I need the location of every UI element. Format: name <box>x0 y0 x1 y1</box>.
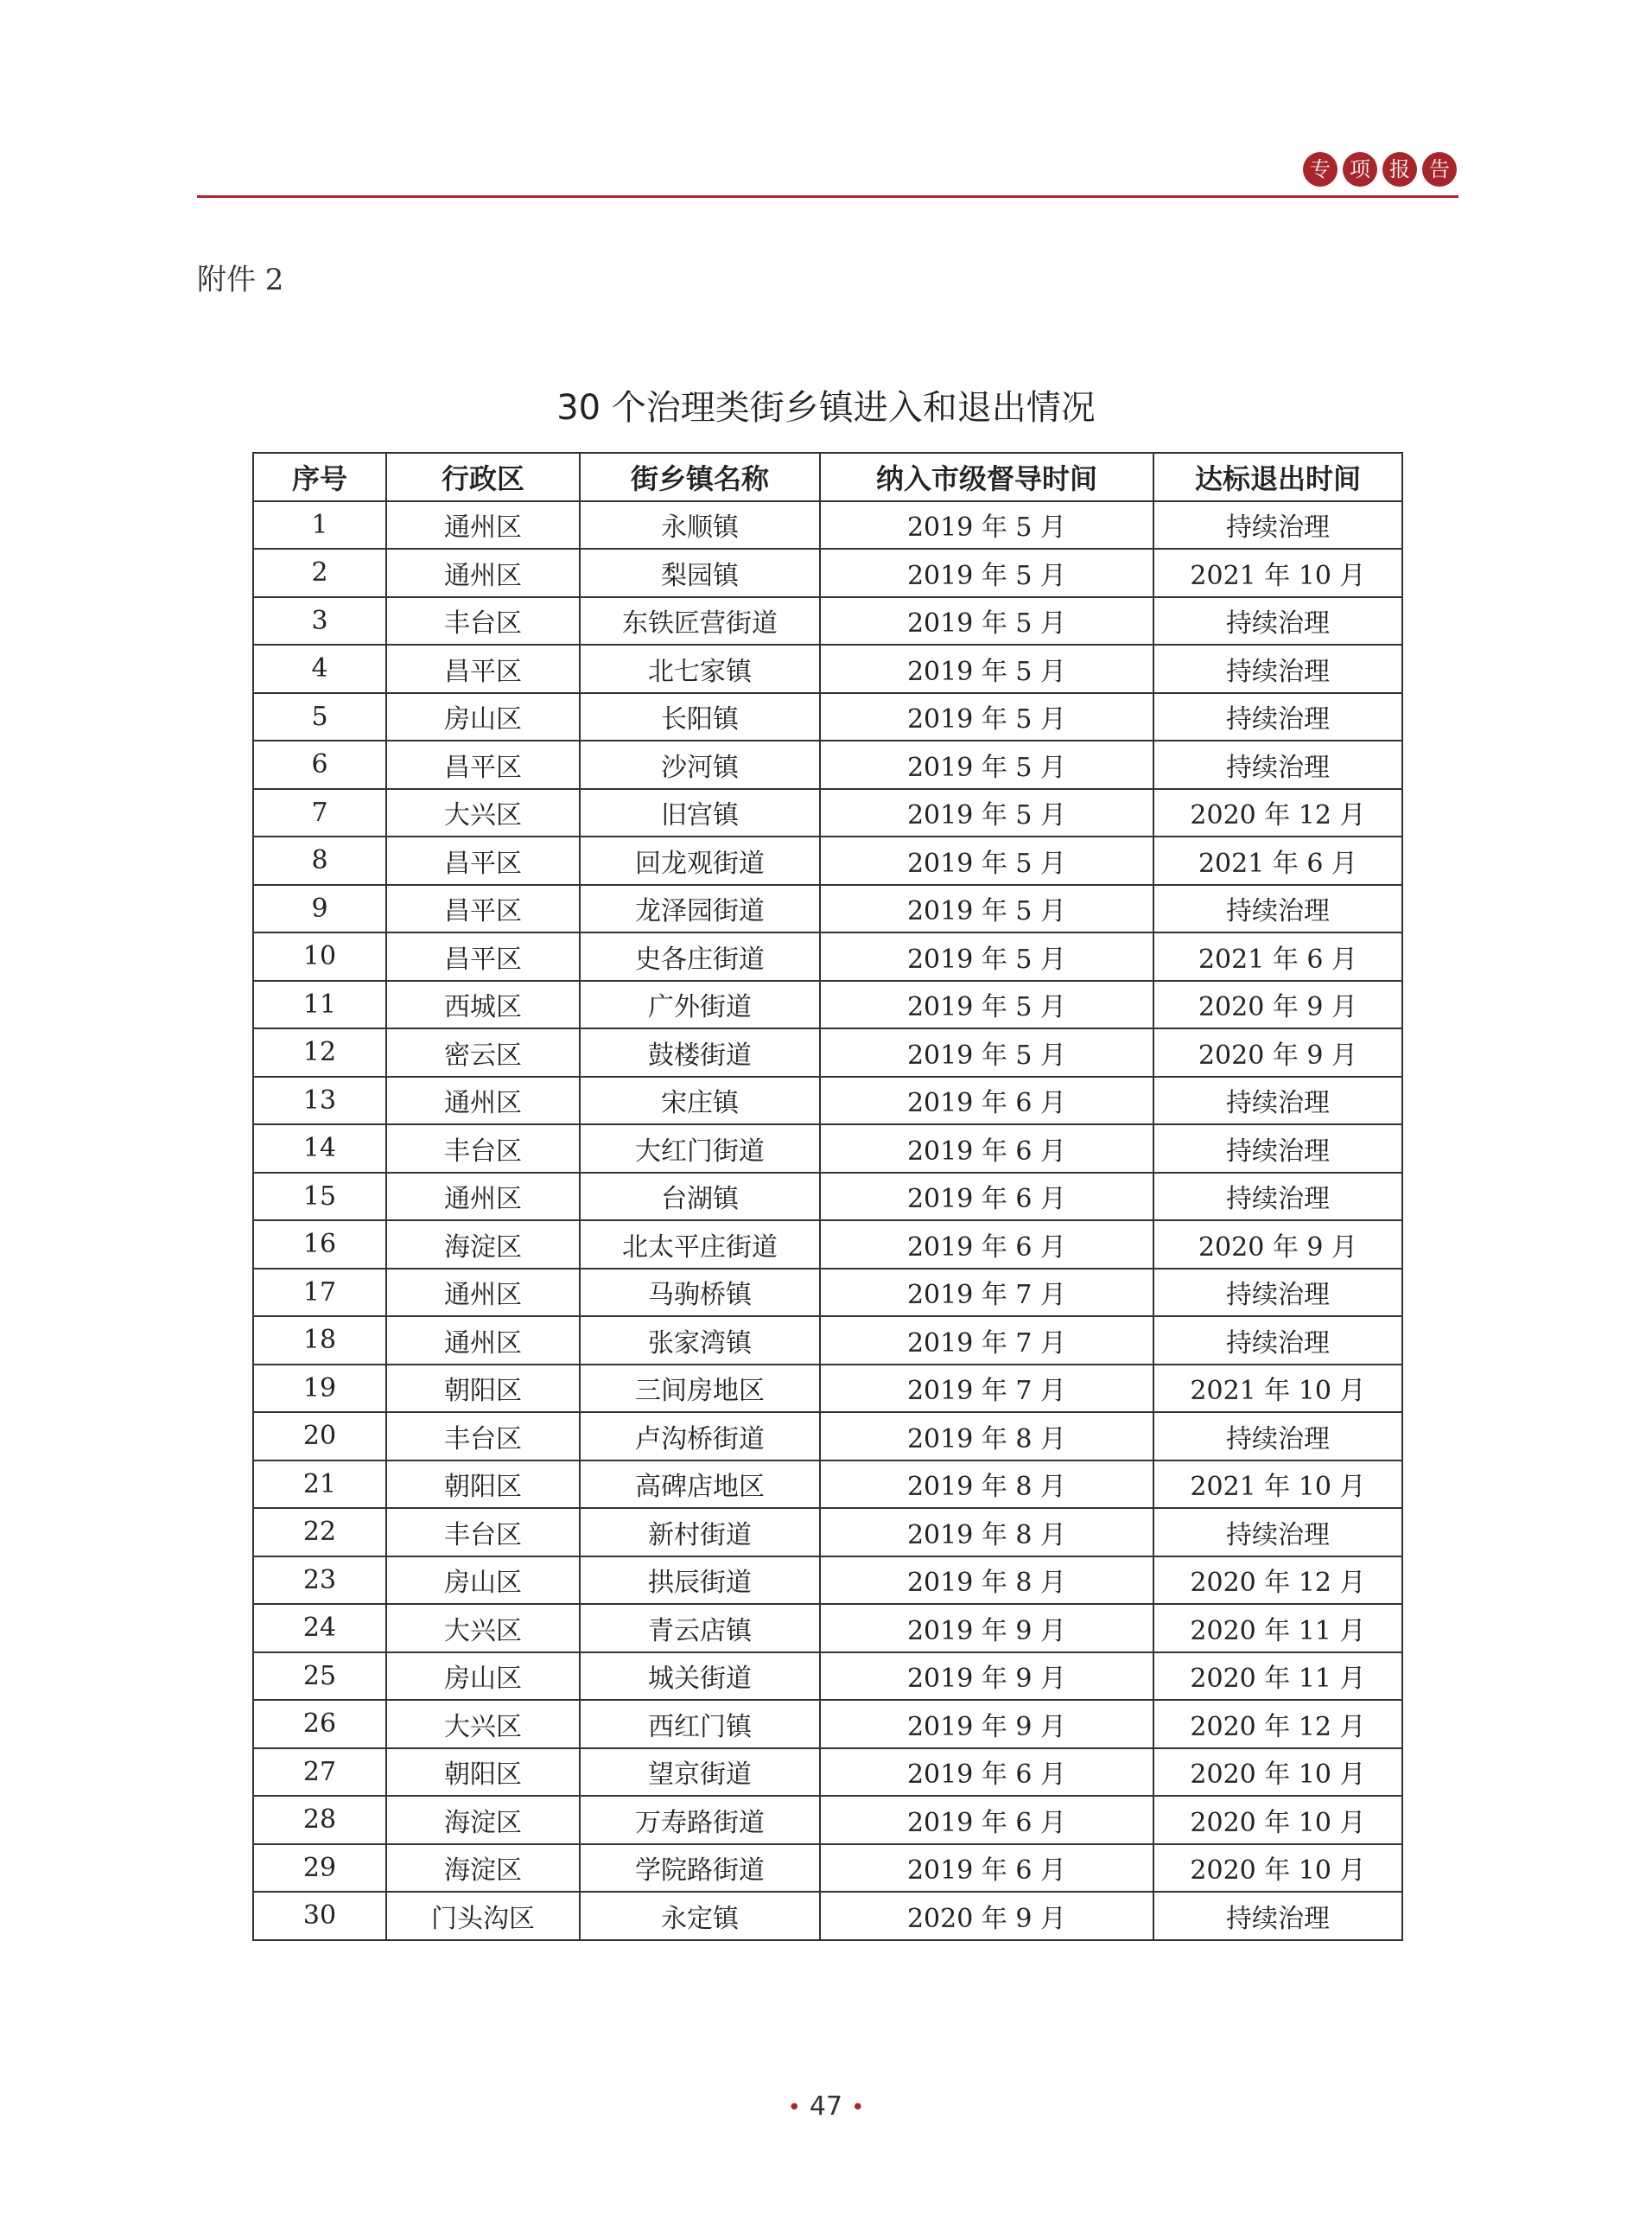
cell-entry-time: 2019 年 9 月 <box>820 1652 1153 1701</box>
cell-town-name: 永顺镇 <box>580 501 820 550</box>
cell-entry-time: 2019 年 7 月 <box>820 1269 1153 1317</box>
column-header-town-name: 街乡镇名称 <box>580 453 820 501</box>
table-row <box>253 501 1402 550</box>
cell-town-name: 龙泽园街道 <box>580 885 820 933</box>
page-title: 30 个治理类街乡镇进入和退出情况 <box>556 388 1096 428</box>
cell-entry-time: 2019 年 6 月 <box>820 1220 1153 1269</box>
cell-entry-time: 2019 年 8 月 <box>820 1412 1153 1460</box>
cell-index: 2 <box>253 549 386 597</box>
cell-exit-time: 持续治理 <box>1153 645 1402 693</box>
cell-entry-time: 2019 年 6 月 <box>820 1796 1153 1844</box>
cell-exit-time: 持续治理 <box>1153 1269 1402 1317</box>
cell-entry-time: 2019 年 5 月 <box>820 981 1153 1029</box>
cell-index: 21 <box>253 1460 386 1509</box>
cell-town-name: 永定镇 <box>580 1892 820 1940</box>
cell-exit-time: 2021 年 10 月 <box>1153 1460 1402 1509</box>
cell-district: 昌平区 <box>386 837 580 885</box>
cell-district: 大兴区 <box>386 789 580 837</box>
cell-district: 海淀区 <box>386 1220 580 1269</box>
cell-entry-time: 2019 年 8 月 <box>820 1556 1153 1605</box>
cell-district: 大兴区 <box>386 1700 580 1748</box>
attachment-label: 附件 2 <box>197 263 284 297</box>
cell-entry-time: 2020 年 9 月 <box>820 1892 1153 1940</box>
cell-town-name: 长阳镇 <box>580 693 820 741</box>
cell-entry-time: 2019 年 5 月 <box>820 789 1153 837</box>
cell-exit-time: 2021 年 6 月 <box>1153 837 1402 885</box>
table-row <box>253 741 1402 789</box>
cell-district: 密云区 <box>386 1028 580 1077</box>
cell-exit-time: 2021 年 6 月 <box>1153 932 1402 981</box>
cell-district: 大兴区 <box>386 1604 580 1652</box>
column-header-district: 行政区 <box>386 453 580 501</box>
cell-town-name: 张家湾镇 <box>580 1316 820 1365</box>
cell-exit-time: 2020 年 12 月 <box>1153 1556 1402 1605</box>
cell-district: 昌平区 <box>386 741 580 789</box>
cell-exit-time: 2021 年 10 月 <box>1153 1365 1402 1413</box>
cell-district: 通州区 <box>386 1316 580 1365</box>
column-header-exit-time: 达标退出时间 <box>1153 453 1402 501</box>
cell-exit-time: 2020 年 10 月 <box>1153 1844 1402 1893</box>
cell-exit-time: 2020 年 9 月 <box>1153 981 1402 1029</box>
cell-town-name: 北七家镇 <box>580 645 820 693</box>
cell-exit-time: 持续治理 <box>1153 741 1402 789</box>
cell-district: 通州区 <box>386 501 580 550</box>
header-divider <box>197 195 1458 198</box>
cell-town-name: 西红门镇 <box>580 1700 820 1748</box>
table-row <box>253 885 1402 933</box>
cell-town-name: 鼓楼街道 <box>580 1028 820 1077</box>
cell-entry-time: 2019 年 5 月 <box>820 932 1153 981</box>
cell-exit-time: 2020 年 10 月 <box>1153 1748 1402 1797</box>
cell-district: 海淀区 <box>386 1844 580 1893</box>
table-row <box>253 1892 1402 1940</box>
cell-index: 1 <box>253 501 386 550</box>
badge-char: 项 <box>1343 152 1377 187</box>
table-row <box>253 597 1402 646</box>
cell-entry-time: 2019 年 5 月 <box>820 645 1153 693</box>
cell-index: 15 <box>253 1173 386 1221</box>
cell-index: 9 <box>253 885 386 933</box>
cell-index: 26 <box>253 1700 386 1748</box>
cell-district: 昌平区 <box>386 885 580 933</box>
table-row <box>253 1077 1402 1125</box>
cell-district: 通州区 <box>386 1269 580 1317</box>
table-row <box>253 1604 1402 1652</box>
cell-town-name: 广外街道 <box>580 981 820 1029</box>
cell-exit-time: 2020 年 10 月 <box>1153 1796 1402 1844</box>
cell-exit-time: 持续治理 <box>1153 1077 1402 1125</box>
cell-town-name: 青云店镇 <box>580 1604 820 1652</box>
cell-exit-time: 持续治理 <box>1153 1173 1402 1221</box>
cell-district: 门头沟区 <box>386 1892 580 1940</box>
cell-district: 西城区 <box>386 981 580 1029</box>
cell-town-name: 万寿路街道 <box>580 1796 820 1844</box>
table-row <box>253 549 1402 597</box>
cell-town-name: 三间房地区 <box>580 1365 820 1413</box>
table-row <box>253 1173 1402 1221</box>
bullet-icon: • <box>787 2095 801 2121</box>
cell-town-name: 学院路街道 <box>580 1844 820 1893</box>
table-row <box>253 1220 1402 1269</box>
cell-index: 4 <box>253 645 386 693</box>
cell-index: 6 <box>253 741 386 789</box>
cell-entry-time: 2019 年 8 月 <box>820 1460 1153 1509</box>
cell-district: 丰台区 <box>386 597 580 646</box>
cell-district: 丰台区 <box>386 1412 580 1460</box>
cell-exit-time: 持续治理 <box>1153 885 1402 933</box>
cell-index: 3 <box>253 597 386 646</box>
badge-char: 报 <box>1382 152 1417 187</box>
cell-town-name: 新村街道 <box>580 1508 820 1556</box>
cell-entry-time: 2019 年 8 月 <box>820 1508 1153 1556</box>
cell-exit-time: 2020 年 12 月 <box>1153 1700 1402 1748</box>
column-header-index: 序号 <box>253 453 386 501</box>
cell-district: 朝阳区 <box>386 1460 580 1509</box>
cell-town-name: 东铁匠营街道 <box>580 597 820 646</box>
cell-town-name: 沙河镇 <box>580 741 820 789</box>
cell-town-name: 史各庄街道 <box>580 932 820 981</box>
cell-town-name: 拱辰街道 <box>580 1556 820 1605</box>
table-row <box>253 1508 1402 1556</box>
cell-district: 通州区 <box>386 1173 580 1221</box>
cell-town-name: 梨园镇 <box>580 549 820 597</box>
cell-town-name: 马驹桥镇 <box>580 1269 820 1317</box>
cell-district: 朝阳区 <box>386 1748 580 1797</box>
cell-index: 29 <box>253 1844 386 1893</box>
cell-exit-time: 持续治理 <box>1153 1316 1402 1365</box>
table-row <box>253 693 1402 741</box>
cell-index: 13 <box>253 1077 386 1125</box>
cell-index: 30 <box>253 1892 386 1940</box>
cell-town-name: 台湖镇 <box>580 1173 820 1221</box>
cell-index: 19 <box>253 1365 386 1413</box>
cell-district: 丰台区 <box>386 1124 580 1173</box>
cell-exit-time: 2020 年 12 月 <box>1153 789 1402 837</box>
cell-entry-time: 2019 年 5 月 <box>820 501 1153 550</box>
cell-district: 通州区 <box>386 1077 580 1125</box>
cell-entry-time: 2019 年 6 月 <box>820 1844 1153 1893</box>
cell-index: 7 <box>253 789 386 837</box>
cell-entry-time: 2019 年 9 月 <box>820 1700 1153 1748</box>
cell-index: 23 <box>253 1556 386 1605</box>
cell-index: 16 <box>253 1220 386 1269</box>
table-header-row <box>253 453 1402 501</box>
table-row <box>253 1124 1402 1173</box>
table-row <box>253 1316 1402 1365</box>
cell-district: 房山区 <box>386 693 580 741</box>
cell-entry-time: 2019 年 6 月 <box>820 1173 1153 1221</box>
cell-index: 5 <box>253 693 386 741</box>
cell-index: 25 <box>253 1652 386 1701</box>
table-row <box>253 1460 1402 1509</box>
data-table <box>252 452 1403 1941</box>
cell-town-name: 宋庄镇 <box>580 1077 820 1125</box>
cell-exit-time: 2020 年 9 月 <box>1153 1220 1402 1269</box>
cell-exit-time: 持续治理 <box>1153 1508 1402 1556</box>
table-body <box>253 501 1402 1940</box>
cell-index: 28 <box>253 1796 386 1844</box>
cell-index: 18 <box>253 1316 386 1365</box>
cell-index: 14 <box>253 1124 386 1173</box>
table-row <box>253 1796 1402 1844</box>
page-number: 47 <box>809 2091 843 2122</box>
cell-district: 昌平区 <box>386 645 580 693</box>
cell-index: 20 <box>253 1412 386 1460</box>
cell-town-name: 望京街道 <box>580 1748 820 1797</box>
cell-entry-time: 2019 年 5 月 <box>820 693 1153 741</box>
table-row <box>253 1412 1402 1460</box>
cell-exit-time: 2021 年 10 月 <box>1153 549 1402 597</box>
cell-town-name: 城关街道 <box>580 1652 820 1701</box>
cell-town-name: 北太平庄街道 <box>580 1220 820 1269</box>
cell-index: 27 <box>253 1748 386 1797</box>
column-header-entry-time: 纳入市级督导时间 <box>820 453 1153 501</box>
table-row <box>253 1844 1402 1893</box>
badge-char: 告 <box>1422 152 1457 187</box>
cell-town-name: 卢沟桥街道 <box>580 1412 820 1460</box>
cell-entry-time: 2019 年 6 月 <box>820 1124 1153 1173</box>
cell-town-name: 大红门街道 <box>580 1124 820 1173</box>
cell-entry-time: 2019 年 5 月 <box>820 597 1153 646</box>
cell-entry-time: 2019 年 5 月 <box>820 741 1153 789</box>
table-row <box>253 1028 1402 1077</box>
table-row <box>253 1748 1402 1797</box>
cell-entry-time: 2019 年 5 月 <box>820 1028 1153 1077</box>
cell-entry-time: 2019 年 7 月 <box>820 1316 1153 1365</box>
cell-district: 海淀区 <box>386 1796 580 1844</box>
cell-entry-time: 2019 年 5 月 <box>820 837 1153 885</box>
cell-exit-time: 持续治理 <box>1153 597 1402 646</box>
cell-town-name: 高碑店地区 <box>580 1460 820 1509</box>
cell-entry-time: 2019 年 6 月 <box>820 1077 1153 1125</box>
cell-district: 房山区 <box>386 1556 580 1605</box>
table-row <box>253 1652 1402 1701</box>
cell-entry-time: 2019 年 9 月 <box>820 1604 1153 1652</box>
cell-exit-time: 持续治理 <box>1153 693 1402 741</box>
cell-index: 17 <box>253 1269 386 1317</box>
table-row <box>253 1365 1402 1413</box>
cell-entry-time: 2019 年 7 月 <box>820 1365 1153 1413</box>
table-row <box>253 1556 1402 1605</box>
cell-exit-time: 持续治理 <box>1153 501 1402 550</box>
table-row <box>253 645 1402 693</box>
cell-exit-time: 2020 年 11 月 <box>1153 1652 1402 1701</box>
cell-district: 朝阳区 <box>386 1365 580 1413</box>
table-row <box>253 932 1402 981</box>
cell-index: 24 <box>253 1604 386 1652</box>
cell-entry-time: 2019 年 5 月 <box>820 549 1153 597</box>
cell-district: 房山区 <box>386 1652 580 1701</box>
table-row <box>253 1700 1402 1748</box>
cell-index: 11 <box>253 981 386 1029</box>
cell-exit-time: 持续治理 <box>1153 1892 1402 1940</box>
cell-exit-time: 2020 年 11 月 <box>1153 1604 1402 1652</box>
table-row <box>253 981 1402 1029</box>
cell-index: 10 <box>253 932 386 981</box>
table-row <box>253 837 1402 885</box>
cell-district: 通州区 <box>386 549 580 597</box>
cell-town-name: 回龙观街道 <box>580 837 820 885</box>
cell-exit-time: 持续治理 <box>1153 1124 1402 1173</box>
badge-char: 专 <box>1303 152 1337 187</box>
table-row <box>253 1269 1402 1317</box>
bullet-icon: • <box>851 2095 865 2121</box>
table-row <box>253 789 1402 837</box>
cell-index: 12 <box>253 1028 386 1077</box>
cell-index: 8 <box>253 837 386 885</box>
cell-district: 丰台区 <box>386 1508 580 1556</box>
page-footer <box>0 2091 1652 2122</box>
cell-entry-time: 2019 年 6 月 <box>820 1748 1153 1797</box>
cell-index: 22 <box>253 1508 386 1556</box>
cell-town-name: 旧宫镇 <box>580 789 820 837</box>
section-badge <box>1303 152 1457 187</box>
cell-entry-time: 2019 年 5 月 <box>820 885 1153 933</box>
cell-exit-time: 持续治理 <box>1153 1412 1402 1460</box>
cell-exit-time: 2020 年 9 月 <box>1153 1028 1402 1077</box>
cell-district: 昌平区 <box>386 932 580 981</box>
